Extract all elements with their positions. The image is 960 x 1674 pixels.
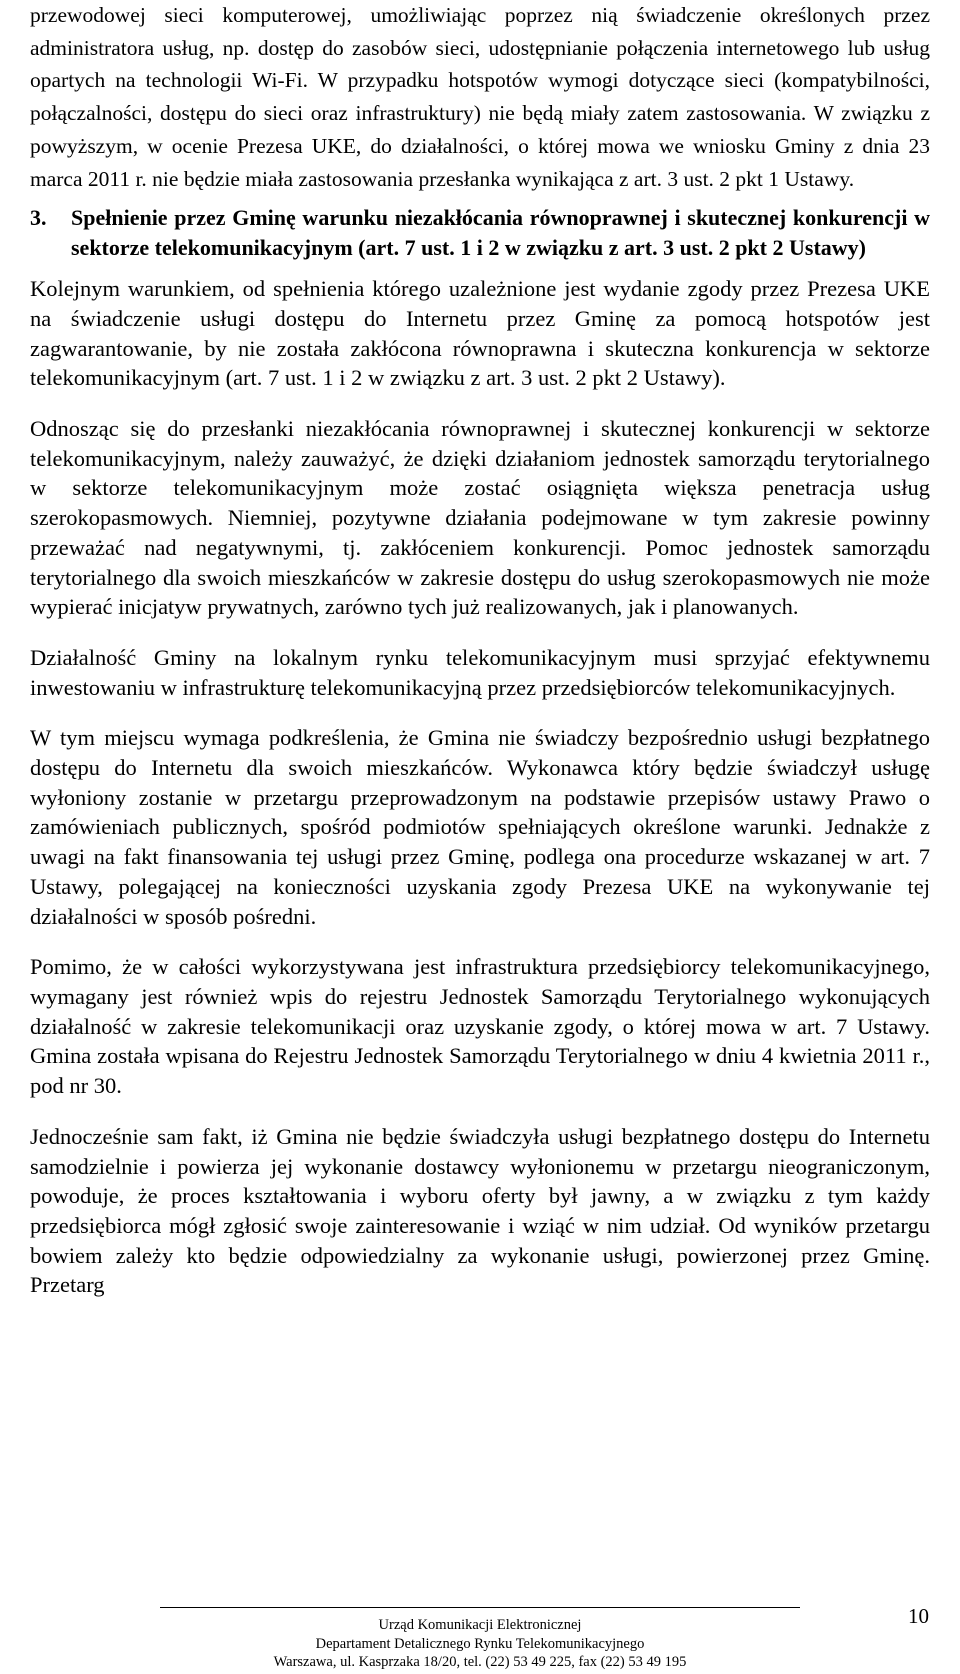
footer-address: Warszawa, ul. Kasprzaka 18/20, tel. (22) 53 49 225, fax (22) 53 49 195 — [273, 1654, 687, 1670]
footer-divider — [160, 1607, 800, 1608]
paragraph-2: Odnosząc się do przesłanki niezakłócania równoprawnej i skutecznej konkurencji w sektorze telekomunikacyjnym, należy zauważyć, że dzięki działaniom jednostek samorządu terytorialnego w sektorze telekomunikacyjnym może zostać osiągnięta większa penetracja usług szerokopasmowych. Niemniej, pozytywne działania podejmowane w tym zakresie powinny przeważać nad negatywnymi, tj. zakłóceniem konkurencji. Pomoc jednostek samorządu terytorialnego dla swoich mieszkańców w zakresie dostępu do usług szerokopasmowych nie może wypierać inicjatyw prywatnych, zarówno tych już realizowanych, jak i planowanych. — [30, 416, 930, 620]
section-heading — [30, 203, 930, 262]
footer-office-name: Urząd Komunikacji Elektronicznej — [378, 1617, 582, 1633]
document-body — [30, 0, 930, 1300]
section-title: Spełnienie przez Gminę warunku niezakłócania równoprawnej i skutecznej konkurencji w sektorze telekomunikacyjnym (art. 7 ust. 1 i 2 w związku z art. 3 ust. 2 pkt 2 Ustawy) — [71, 205, 930, 260]
paragraph-4: W tym miejscu wymaga podkreślenia, że Gmina nie świadczy bezpośrednio usługi bezpłatnego dostępu do Internetu dla swoich mieszkańców. Wykonawca który będzie świadczył usługę wyłoniony zostanie w przetargu przeprowadzonym na podstawie przepisów ustawy Prawo o zamówieniach publicznych, spośród podmiotów spełniających określone warunki. Jednakże z uwagi na fakt finansowania tej usługi przez Gminę, podlega ona procedurze wskazanej w art. 7 Ustawy, polegającej na konieczności uzyskania zgody Prezesa UKE na wykonywanie tej działalności w sposób pośredni. — [30, 725, 930, 929]
page-number: 10 — [908, 1604, 929, 1628]
paragraph-continued: przewodowej sieci komputerowej, umożliwiając poprzez nią świadczenie określonych przez administratora usług, np. dostęp do zasobów sieci, udostępnianie połączenia internetowego lub usług opartych na technologii Wi-Fi. W przypadku hotspotów wymogi dotyczące sieci (kompatybilności, połączalności, dostępu do sieci oraz infrastruktury) nie będą miały zatem zastosowania. W związku z powyższym, w ocenie Prezesa UKE, do działalności, o której mowa we wniosku Gminy z dnia 23 marca 2011 r. nie będzie miała zastosowania przesłanka wynikająca z art. 3 ust. 2 pkt 1 Ustawy. — [30, 3, 930, 191]
paragraph-1: Kolejnym warunkiem, od spełnienia którego uzależnione jest wydanie zgody przez Prezesa UKE na świadczenie usługi dostępu do Internetu przez Gminę za pomocą hotspotów jest zagwarantowanie, by nie została zakłócona równoprawna i skuteczna konkurencja w sektorze telekomunikacyjnym (art. 7 ust. 1 i 2 w związku z art. 3 ust. 2 pkt 2 Ustawy). — [30, 276, 930, 391]
section-number: 3. — [30, 205, 47, 231]
footer-department: Departament Detalicznego Rynku Telekomunikacyjnego — [315, 1635, 645, 1652]
page-footer — [0, 1616, 960, 1672]
paragraph-3: Działalność Gminy na lokalnym rynku telekomunikacyjnym musi sprzyjać efektywnemu inwestowaniu w infrastrukturę telekomunikacyjną przez przedsiębiorców telekomunikacyjnych. — [30, 644, 930, 700]
paragraph-6: Jednocześnie sam fakt, iż Gmina nie będzie świadczyła usługi bezpłatnego dostępu do Internetu samodzielnie i powierza jej wykonanie dostawcy wyłonionemu w przetargu nieograniczonym, powoduje, że proces kształtowania i wyboru oferty był jawny, a w związku z tym każdy przedsiębiorca mógł zgłosić swoje zainteresowanie i wziąć w nim udział. Od wyników przetargu bowiem zależy kto będzie odpowiedzialny za wykonanie usługi, powierzonej przez Gminę. Przetarg — [30, 1123, 930, 1298]
paragraph-5: Pomimo, że w całości wykorzystywana jest infrastruktura przedsiębiorcy telekomunikacyjnego, wymagany jest również wpis do rejestru Jednostek Samorządu Terytorialnego wykonujących działalność w zakresie telekomunikacji oraz uzyskanie zgody, o której mowa w art. 7 Ustawy. Gmina została wpisana do Rejestru Jednostek Samorządu Terytorialnego w dniu 4 kwietnia 2011 r., pod nr 30. — [30, 954, 930, 1099]
